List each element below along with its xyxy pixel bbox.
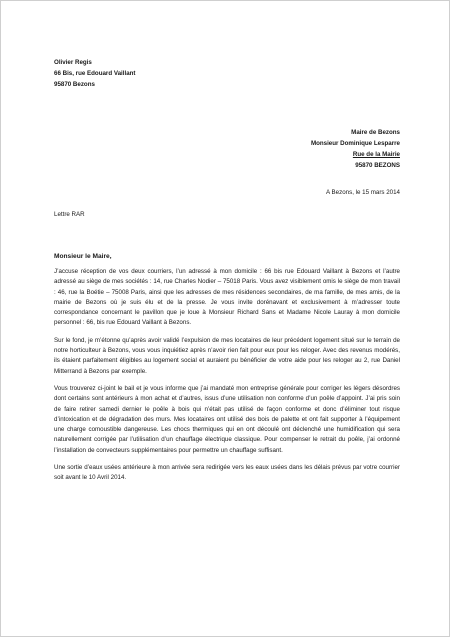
recipient-title: Maire de Bezons — [351, 129, 400, 136]
sender-city: 95870 Bezons — [54, 81, 95, 88]
delivery-mode: Lettre RAR — [54, 211, 85, 218]
sender-name: Olivier Regis — [54, 59, 92, 66]
recipient-block — [311, 127, 400, 171]
recipient-name: Monsieur Dominique Lesparre — [310, 140, 400, 147]
body-paragraph-4: Une sortie d’eaux usées antérieure à mon arrivée sera redirigée vers les eaux usées dans les délais prévus par votre courrier soit avant le 10 Avril 2014. — [54, 464, 400, 482]
letter-body — [54, 267, 400, 491]
body-paragraph-2: Sur le fond, je m’étonne qu’après avoir validé l’expulsion de mes locataires de leur précédent logement situé sur le terrain de notre horticulteur à Bezons, vous vous inquiétiez après n’avoir rien fait pour eux pour les reloger. Avec des revenus modérés, ils étaient parfaitement éligibles au logement social et auraient pu bénéficier de votre aide pour les reloger au 2, rue Daniel Mitterrand à Bezons par exemple. — [54, 336, 400, 375]
salutation: Monsieur le Maire, — [54, 253, 112, 260]
recipient-street: Rue de la Mairie — [352, 151, 400, 158]
recipient-city: 95870 BEZONS — [355, 162, 400, 169]
body-paragraph-3: Vous trouverez ci-joint le bail et je vous informe que j’ai mandaté mon entreprise générale pour corriger les légers désordres dont certains sont antérieurs à mon achat et d’autres, issus d’une utilisation non conforme d’un poêle d’appoint. J’ai pris soin de faire retirer samedi dernier le poêle à bois qui n’était pas utilisé de façon conforme et donc d’éliminer tout risque d’intoxication et de dégradation des murs. Mes locataires ont utilisé des bois de palette et ont fait supporter à l’équipement une charge comoustible dangereuse. Les chocs thermiques qui en ont découlé ont déclenché une humidification qui sera naturellement corrigée par l’utilisation d’un chauffage électrique classique. Pour compenser le retrait du poêle, j’ai ordonné l’installation de convecteurs supplémentaires pour permettre un chauffage suffisant. — [54, 384, 400, 454]
sender-block — [54, 57, 136, 90]
letter-date: A Bezons, le 15 mars 2014 — [326, 189, 400, 196]
sender-street: 66 Bis, rue Edouard Vaillant — [54, 70, 136, 77]
body-paragraph-1: J’accuse réception de vos deux courriers, l’un adressé à mon domicile : 66 bis rue Edouard Vaillant à Bezons et l’autre adressé au siège de mes sociétés : 14, rue Charles Nodier – 75018 Paris. Vous avez visiblement omis le siège de mon travail : 46, rue la Boétie – 75008 Paris, ainsi que les adresses de mes résidences secondaires, de ma famille, de mes amis, de la mairie de Bezons où je suis élu et de la presse. Je vous invite dorénavant et exclusivement à m’adresser toute correspondance concernant le pavillon que je loue à Monsieur Richard Sans et Madame Nicole Lauray à mon domicile personnel : 66, bis rue Edouard Vaillant à Bezons. — [54, 268, 400, 327]
